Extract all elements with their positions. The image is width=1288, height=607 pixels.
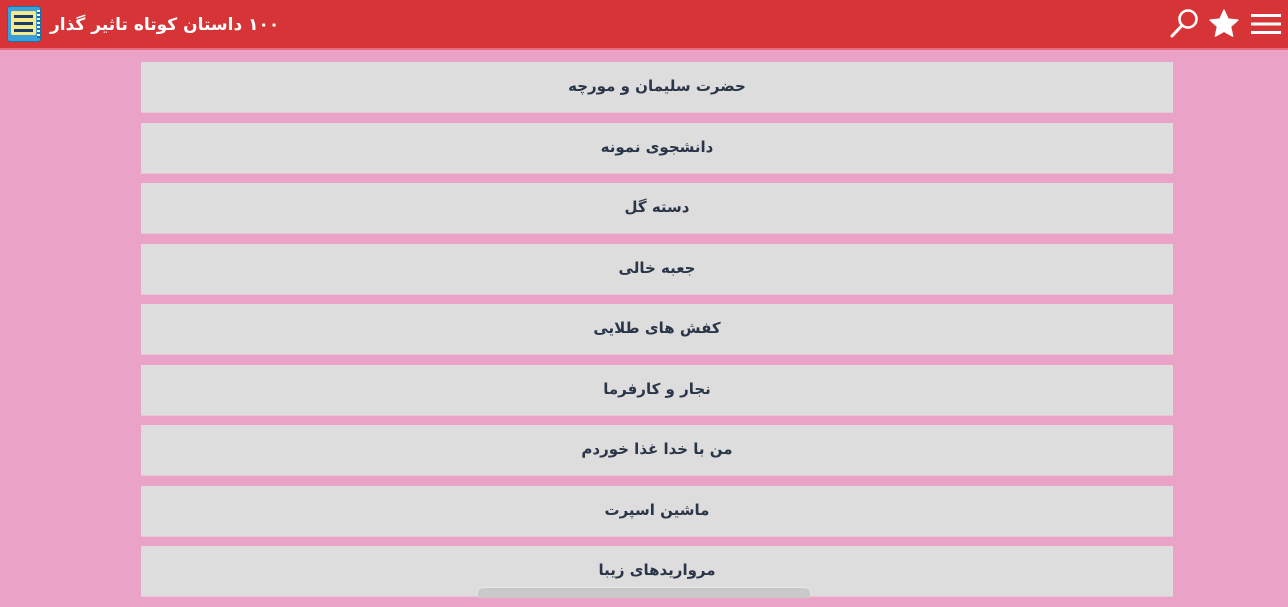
app-title: ۱۰۰ داستان کوتاه تاثیر گذار <box>50 15 280 35</box>
story-item[interactable] <box>141 486 1173 536</box>
story-title: کفش های طلایی <box>593 319 721 337</box>
star-icon <box>1207 7 1241 41</box>
story-title: جعبه خالی <box>618 258 696 277</box>
story-item[interactable] <box>141 365 1173 415</box>
story-title: نجار و کارفرما <box>603 379 711 398</box>
logo-label <box>11 11 36 35</box>
hamburger-menu-icon <box>1249 9 1283 39</box>
story-list <box>141 62 1173 607</box>
app-header <box>0 0 1288 50</box>
story-title: حضرت سلیمان و مورچه <box>568 77 746 95</box>
story-item[interactable] <box>141 62 1173 112</box>
bottom-overlay-bar <box>478 588 810 598</box>
menu-button[interactable] <box>1246 4 1286 44</box>
app-logo-icon <box>7 6 41 42</box>
favorites-button[interactable] <box>1204 4 1244 44</box>
story-title: دسته گل <box>624 198 690 216</box>
search-icon <box>1167 7 1201 41</box>
story-title: ماشین اسپرت <box>604 500 710 519</box>
story-title: دانشجوی نمونه <box>600 137 714 156</box>
story-title: من با خدا غذا خوردم <box>581 440 733 458</box>
story-item[interactable] <box>141 123 1173 173</box>
story-title: مرواریدهای زیبا <box>598 561 716 579</box>
story-item[interactable] <box>141 183 1173 233</box>
search-button[interactable] <box>1164 4 1204 44</box>
story-item[interactable] <box>141 304 1173 354</box>
story-item[interactable] <box>141 244 1173 294</box>
story-item[interactable] <box>141 425 1173 475</box>
logo-rings <box>37 10 40 38</box>
